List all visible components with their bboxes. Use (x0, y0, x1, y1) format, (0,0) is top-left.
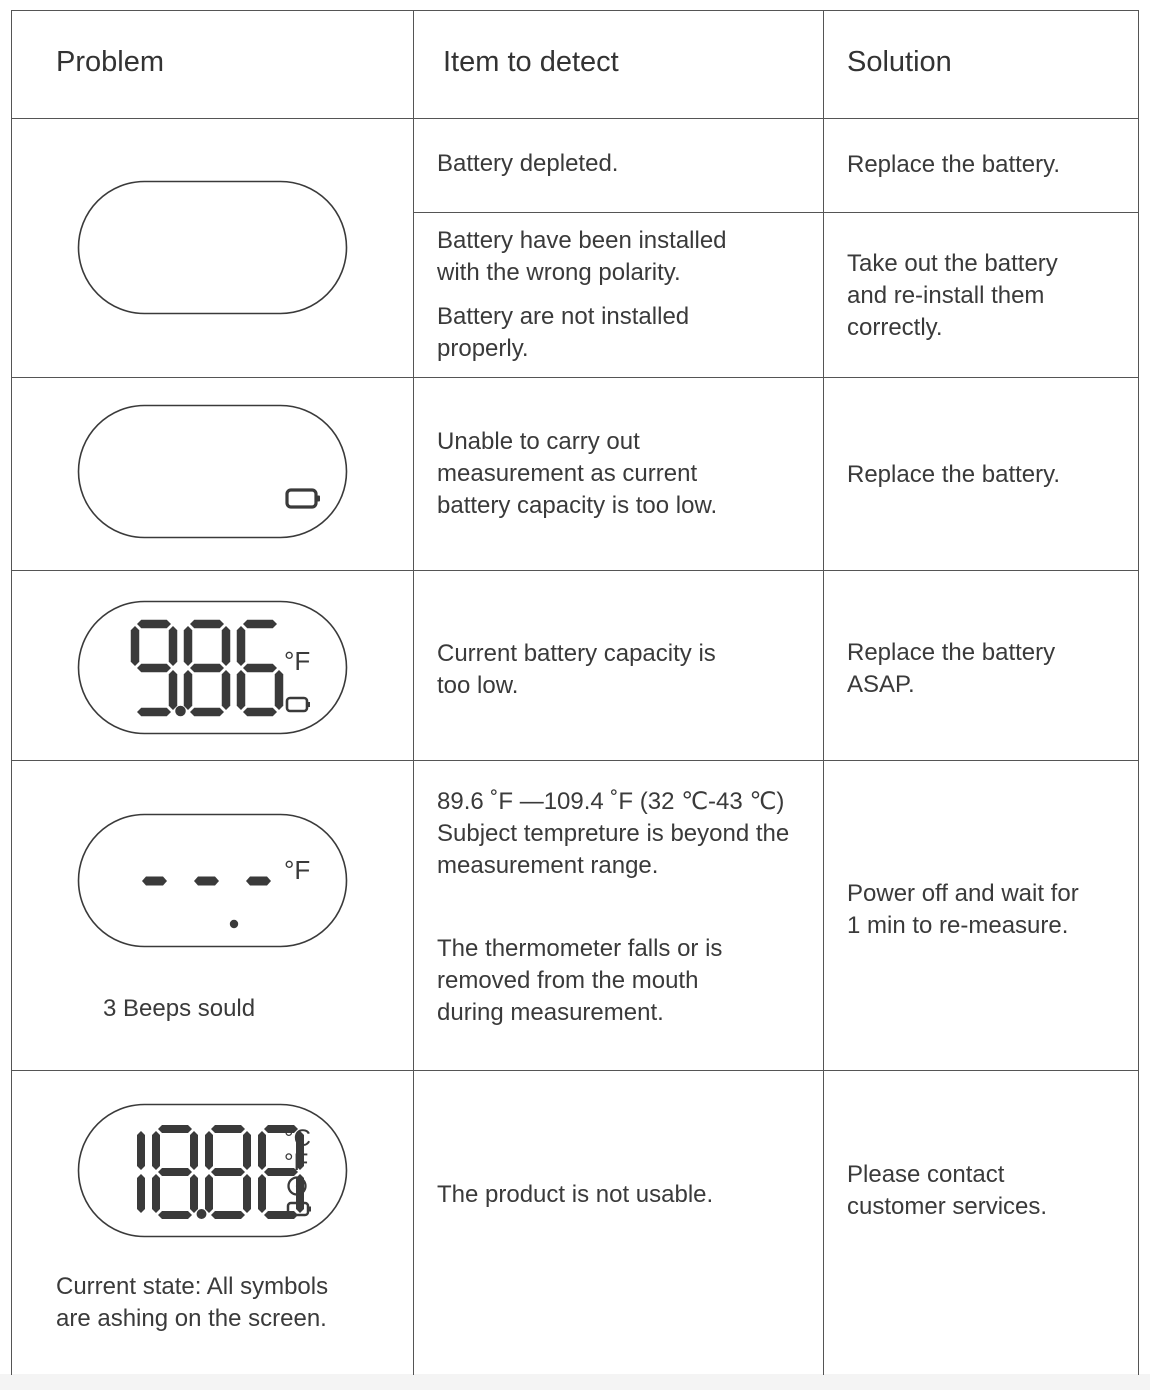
row1-solution-a: Replace the battery. (847, 151, 1061, 178)
row-divider (11, 760, 1139, 761)
lcd-segment (190, 1174, 198, 1213)
row2-solution: Replace the battery. (847, 461, 1061, 488)
row1-solution-b3: correctly. (847, 314, 943, 341)
row1-item-b4: properly. (437, 335, 529, 362)
all-symbols-display-icon (77, 1103, 349, 1239)
row5-caption2: are ashing on the screen. (56, 1305, 327, 1332)
lcd-segment (131, 626, 140, 666)
lcd-segment (190, 1131, 198, 1170)
lcd-segment (237, 670, 246, 710)
fahrenheit-unit-icon: °F (284, 1149, 309, 1176)
low-battery-display-icon (77, 404, 349, 540)
row4-item4: The thermometer falls or is (437, 935, 723, 962)
row4-item3: measurement range. (437, 852, 659, 879)
lcd-segment (258, 1174, 266, 1213)
row-divider (11, 570, 1139, 571)
lcd-segment (222, 626, 231, 666)
row2-item1: Unable to carry out (437, 428, 640, 455)
row4-item6: during measurement. (437, 999, 664, 1026)
lcd-segment (152, 1174, 160, 1213)
table-border-top (11, 10, 1139, 11)
row3-solution2: ASAP. (847, 671, 915, 698)
battery-icon (287, 698, 307, 711)
dash-segments-icon (142, 877, 271, 929)
row5-caption1: Current state: All symbols (56, 1273, 329, 1300)
row5-solution1: Please contact (847, 1161, 1005, 1188)
row1-item-b1: Battery have been installed (437, 227, 727, 254)
row1-item-b3: Battery are not installed (437, 303, 690, 330)
blank-display-icon (77, 180, 349, 316)
table-border-left (11, 10, 12, 1375)
lcd-segment (243, 708, 277, 717)
lcd-segment (190, 620, 224, 629)
lcd-segment (169, 670, 178, 710)
lcd-segment (158, 1211, 192, 1219)
lcd-segment (211, 1125, 245, 1133)
lcd-segment (137, 664, 171, 673)
out-of-range-display-icon (77, 813, 349, 949)
lcd-segment (211, 1211, 245, 1219)
lcd-segment (237, 626, 246, 666)
lcd-segment (184, 626, 193, 666)
row1-item-b2: with the wrong polarity. (437, 259, 681, 286)
row1-solution-b2: and re-install them (847, 282, 1045, 309)
lcd-segment (258, 1131, 266, 1170)
lcd-segment (190, 708, 224, 717)
lcd-segment (222, 670, 231, 710)
lcd-segment (158, 1168, 192, 1176)
lcd-decimal-point (197, 1209, 207, 1219)
row2-item3: battery capacity is too low. (437, 492, 718, 519)
subrow-divider (413, 212, 1139, 213)
row-divider (11, 1070, 1139, 1071)
lcd-segment (205, 1174, 213, 1213)
fahrenheit-unit-icon: °F (284, 855, 311, 885)
row5-item: The product is not usable. (437, 1181, 714, 1208)
header-item-to-detect: Item to detect (443, 46, 619, 78)
row-divider (11, 377, 1139, 378)
lcd-segment (152, 1131, 160, 1170)
lcd-segment (137, 1174, 145, 1213)
row3-solution1: Replace the battery (847, 639, 1056, 666)
row3-item1: Current battery capacity is (437, 640, 716, 667)
lcd-segment (275, 670, 284, 710)
header-solution: Solution (847, 46, 952, 78)
row4-item5: removed from the mouth (437, 967, 699, 994)
lcd-segment (243, 1174, 251, 1213)
lcd-segment (243, 664, 277, 673)
header-problem: Problem (56, 46, 164, 78)
column-divider (823, 10, 824, 1375)
lcd-segment (205, 1131, 213, 1170)
reading-98-6-display-icon (77, 600, 349, 736)
lcd-segment (137, 708, 171, 717)
row4-item1: 89.6 ˚F —109.4 ˚F (32 ℃-43 ℃) (437, 788, 785, 815)
row4-solution2: 1 min to re-measure. (847, 912, 1069, 939)
row4-caption: 3 Beeps sould (103, 995, 256, 1022)
page-bottom-band (0, 1374, 1150, 1390)
lcd-segment (169, 626, 178, 666)
lcd-decimal-point (175, 706, 186, 717)
lcd-segment (211, 1168, 245, 1176)
row2-item2: measurement as current (437, 460, 698, 487)
celsius-unit-icon: °C (284, 1125, 311, 1152)
lcd-segment (137, 1131, 145, 1170)
row4-item2: Subject tempreture is beyond the (437, 820, 790, 847)
row3-item2: too low. (437, 672, 519, 699)
row1-item-a: Battery depleted. (437, 150, 619, 177)
row4-solution1: Power off and wait for (847, 880, 1079, 907)
lcd-segment (184, 670, 193, 710)
battery-icon (287, 490, 316, 507)
row5-solution2: customer services. (847, 1193, 1048, 1220)
lcd-segment (158, 1125, 192, 1133)
table-border-right (1138, 10, 1139, 1375)
lcd-segment (137, 620, 171, 629)
lcd-reading-digits (131, 620, 284, 717)
lcd-segment (190, 664, 224, 673)
lcd-segment (243, 1131, 251, 1170)
column-divider (413, 10, 414, 1375)
fahrenheit-unit-icon: °F (284, 646, 311, 676)
row1-solution-b1: Take out the battery (847, 250, 1058, 277)
lcd-segment (243, 620, 277, 629)
lcd-reading-digits (137, 1125, 304, 1219)
header-divider (11, 118, 1139, 119)
